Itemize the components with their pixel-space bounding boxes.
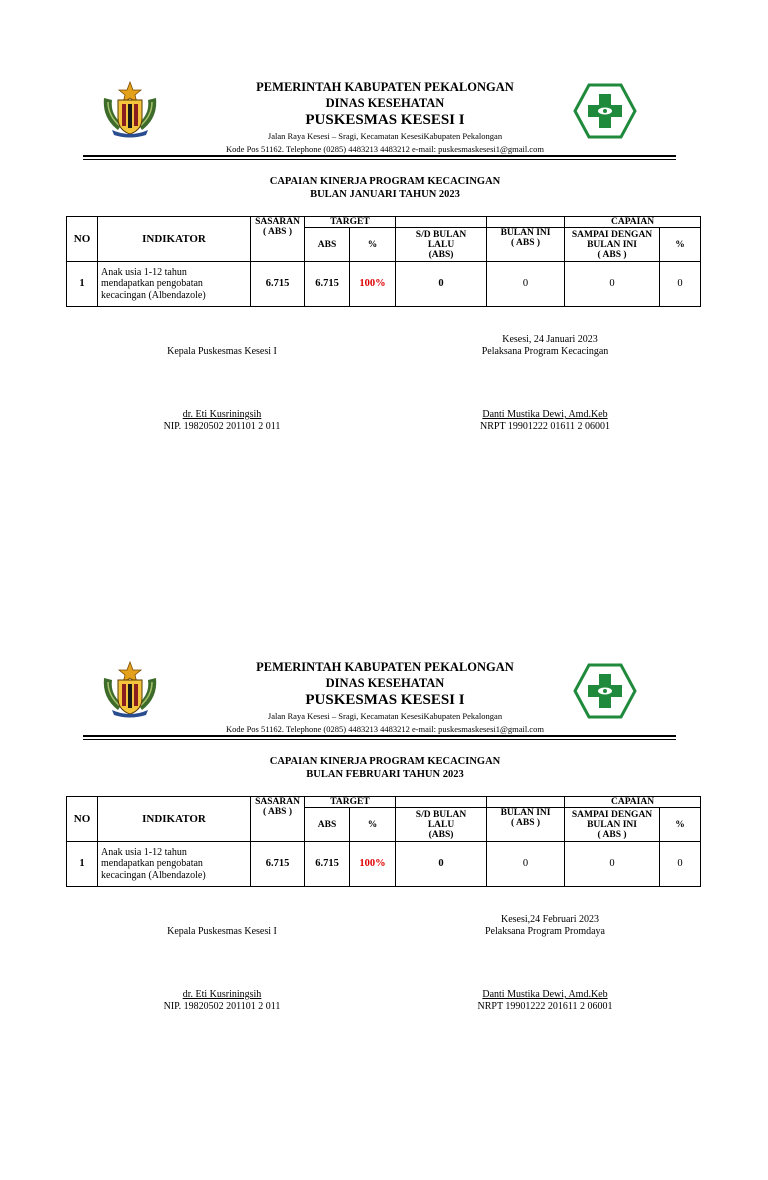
header-target-percent: % [350, 808, 396, 842]
cell-bulan-ini: 0 [487, 262, 565, 307]
header-sampai-line2: BULAN INI [587, 239, 637, 250]
header-address: Jalan Raya Kesesi – Sragi, Kecamatan KesesiKabupaten Pekalongan [267, 131, 503, 141]
header-puskesmas-title: PUSKESMAS KESESI I [305, 112, 465, 128]
header-sasaran-unit: ( ABS ) [262, 227, 293, 237]
report-january [0, 80, 768, 600]
indikator-line1: Anak usia 1-12 tahun [101, 266, 187, 278]
header-target: TARGET [305, 217, 396, 228]
header-contact: Kode Pos 51162. Telephone (0285) 4483213 4483212 e-mail: puskesmaskesesi1@gmail.com [226, 144, 544, 154]
performance-table [66, 216, 701, 307]
header-puskesmas-title: PUSKESMAS KESESI I [305, 692, 465, 708]
header-target-abs: ABS [305, 228, 350, 262]
indikator-line3: kecacingan (Albendazole) [101, 289, 206, 301]
cell-target-percent: 100% [350, 262, 396, 307]
header-divider-thick [83, 735, 676, 737]
header-divider-thin [83, 739, 676, 740]
header-bulan-ini-line1: BULAN INI [500, 808, 551, 818]
puskesmas-cross-icon [572, 662, 638, 720]
header-capaian: CAPAIAN [565, 797, 701, 808]
cell-sd-bulan-lalu: 0 [396, 262, 487, 307]
header-bulan-ini-line1: BULAN INI [500, 228, 551, 238]
header-sasaran-label: SASARAN [255, 217, 300, 227]
header-sampai-bulan-ini [565, 228, 660, 262]
header-divider-thick [83, 155, 676, 157]
signature-left-name: dr. Eti Kusriningsih [182, 989, 262, 1000]
header-divider-thin [83, 159, 676, 160]
indikator-line1: Anak usia 1-12 tahun [101, 846, 187, 858]
report-title: CAPAIAN KINERJA PROGRAM KECACINGAN [269, 176, 501, 187]
cell-bulan-ini: 0 [487, 842, 565, 887]
header-bulan-ini [487, 808, 565, 842]
header-sd-bulan-lalu-line3: (ABS) [428, 829, 454, 840]
indikator-line2: mendapatkan pengobatan [101, 858, 203, 870]
header-sd-bulan-lalu-line1: S/D BULAN [415, 229, 467, 240]
performance-table [66, 796, 701, 887]
header-bulan-ini-line2: ( ABS ) [510, 818, 541, 828]
header-sd-bulan-lalu [396, 808, 487, 842]
signature-right-id: NRPT 19901222 01611 2 06001 [479, 421, 610, 432]
header-indikator: INDIKATOR [98, 217, 251, 262]
table-row [67, 262, 701, 307]
cell-sasaran: 6.715 [251, 842, 305, 887]
cell-no: 1 [67, 842, 98, 887]
header-department-title: DINAS KESEHATAN [325, 676, 445, 690]
signature-right-name: Danti Mustika Dewi, Amd.Keb [482, 409, 608, 420]
report-period: BULAN JANUARI TAHUN 2023 [310, 189, 460, 200]
signature-left-name: dr. Eti Kusriningsih [182, 409, 262, 420]
indikator-line3: kecacingan (Albendazole) [101, 869, 206, 881]
cell-target-abs: 6.715 [305, 842, 350, 887]
report-february [0, 660, 768, 1180]
header-department-title: DINAS KESEHATAN [325, 96, 445, 110]
signature-right-name: Danti Mustika Dewi, Amd.Keb [482, 989, 608, 1000]
header-capaian: CAPAIAN [565, 217, 701, 228]
header-sd-bulan-lalu-line2: LALU [427, 239, 455, 250]
signature-left-id: NIP. 19820502 201101 2 011 [163, 421, 281, 432]
puskesmas-cross-icon [572, 82, 638, 140]
cell-target-percent: 100% [350, 842, 396, 887]
cell-sd-bulan-lalu: 0 [396, 842, 487, 887]
cell-capaian-percent: 0 [660, 842, 701, 887]
signature-right-role: Pelaksana Program Kecacingan [481, 346, 609, 357]
header-sd-bulan-lalu-line1: S/D BULAN [415, 809, 467, 820]
header-blank-1 [396, 217, 487, 228]
header-sd-bulan-lalu-line3: (ABS) [428, 249, 454, 260]
table-row [67, 842, 701, 887]
header-sampai-line1: SAMPAI DENGAN [571, 809, 653, 820]
header-government-title: PEMERINTAH KABUPATEN PEKALONGAN [256, 80, 514, 94]
signature-right-role: Pelaksana Program Promdaya [485, 926, 605, 937]
header-sd-bulan-lalu-line2: LALU [427, 819, 455, 830]
cell-no: 1 [67, 262, 98, 307]
signature-left-role: Kepala Puskesmas Kesesi I [167, 346, 277, 357]
header-sampai-line3: ( ABS ) [597, 829, 627, 840]
header-capaian-percent: % [660, 228, 701, 262]
cell-indikator [98, 262, 251, 307]
signature-left-id: NIP. 19820502 201101 2 011 [163, 1001, 281, 1012]
header-bulan-ini-line2: ( ABS ) [510, 238, 541, 248]
cell-indikator [98, 842, 251, 887]
header-sampai-line2: BULAN INI [587, 819, 637, 830]
header-blank-2 [487, 797, 565, 808]
signature-left-role: Kepala Puskesmas Kesesi I [167, 926, 277, 937]
cell-sampai-bulan-ini: 0 [565, 262, 660, 307]
header-sampai-line3: ( ABS ) [597, 249, 627, 260]
header-indikator: INDIKATOR [98, 797, 251, 842]
header-target: TARGET [305, 797, 396, 808]
header-sampai-line1: SAMPAI DENGAN [571, 229, 653, 240]
header-no: NO [67, 217, 98, 262]
signature-place-date: Kesesi, 24 Januari 2023 [502, 334, 598, 345]
header-blank-1 [396, 797, 487, 808]
header-no: NO [67, 797, 98, 842]
header-capaian-percent: % [660, 808, 701, 842]
report-period: BULAN FEBRUARI TAHUN 2023 [306, 769, 464, 780]
header-sasaran [251, 217, 305, 262]
header-sasaran [251, 797, 305, 842]
header-contact: Kode Pos 51162. Telephone (0285) 4483213 4483212 e-mail: puskesmaskesesi1@gmail.com [226, 724, 544, 734]
signature-right-id: NRPT 19901222 201611 2 06001 [477, 1001, 613, 1012]
header-sd-bulan-lalu [396, 228, 487, 262]
cell-target-abs: 6.715 [305, 262, 350, 307]
header-target-percent: % [350, 228, 396, 262]
header-bulan-ini [487, 228, 565, 262]
cell-sampai-bulan-ini: 0 [565, 842, 660, 887]
report-title: CAPAIAN KINERJA PROGRAM KECACINGAN [269, 756, 501, 767]
header-sasaran-unit: ( ABS ) [262, 807, 293, 817]
header-blank-2 [487, 217, 565, 228]
cell-sasaran: 6.715 [251, 262, 305, 307]
header-target-abs: ABS [305, 808, 350, 842]
header-government-title: PEMERINTAH KABUPATEN PEKALONGAN [256, 660, 514, 674]
cell-capaian-percent: 0 [660, 262, 701, 307]
header-address: Jalan Raya Kesesi – Sragi, Kecamatan KesesiKabupaten Pekalongan [267, 711, 503, 721]
header-sasaran-label: SASARAN [255, 797, 300, 807]
signature-place-date: Kesesi,24 Februari 2023 [500, 914, 600, 925]
header-sampai-bulan-ini [565, 808, 660, 842]
indikator-line2: mendapatkan pengobatan [101, 278, 203, 290]
